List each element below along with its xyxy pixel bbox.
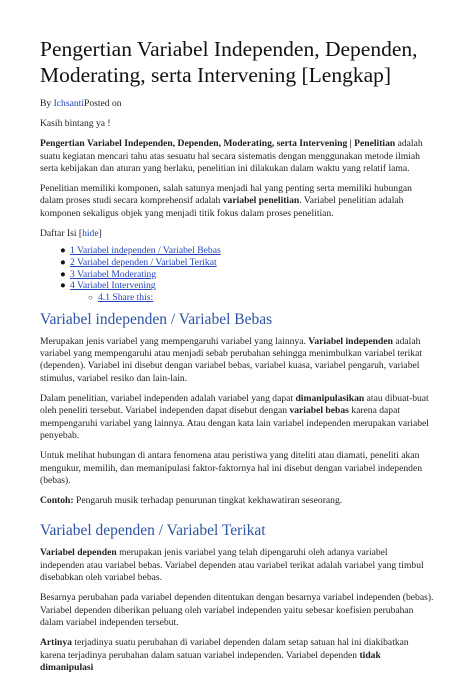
intro-paragraph-1 — [40, 138, 434, 175]
section1-example — [40, 495, 434, 507]
byline — [40, 98, 434, 109]
intro-text-b: . Variabel penelitian adalah komponen sekaligus objek yang menjadi titik fokus dalam proses penelitian. — [40, 195, 404, 219]
section-heading-dependen: Variabel dependen / Variabel Terikat — [40, 522, 266, 540]
intro-text-a: Penelitian memiliki komponen, salah satunya menjadi hal yang penting serta memiliki hubungan dalam proses studi secara komprehensif adalah — [40, 183, 412, 207]
toc-link-1[interactable]: 1 Variabel independen / Variabel Bebas — [70, 245, 221, 257]
s1p2-text-c: karena dapat mempengaruhi variabel yang lainnya. Atau dengan kata lain variabel independen merupakan variabel penyebab. — [40, 405, 429, 441]
s1p2-text-b: atau dibuat-buat oleh peneliti tersebut. Variabel independen dapat disebut dengan — [40, 393, 429, 417]
author-link[interactable]: Ichsanti — [53, 98, 84, 109]
section1-paragraph-1 — [40, 336, 434, 385]
s1p2-bold-1: dimanipulasikan — [295, 393, 365, 405]
section1-paragraph-3: Untuk melihat hubungan di antara fenomena atau peristiwa yang diteliti atau diamati, peneliti akan mengukur, memilih, dan memanipulasi faktor-faktornya hal ini disebut dengan variabel independen (bebas). — [40, 450, 422, 486]
byline-posted: Posted on — [83, 98, 122, 109]
greeting: Kasih bintang ya ! — [40, 118, 111, 129]
s2p3-text: terjadinya suatu perubahan di variabel dependen dalam setap satuan hal ini diakibatkan karena terjadinya perubahan dalam satuan variabel independen. Variabel dependen — [40, 637, 409, 661]
toc-header — [40, 228, 434, 240]
toc-hide-link[interactable]: hide — [82, 228, 99, 240]
page-title: Pengertian Variabel Independen, Dependen, Moderating, serta Intervening [Lengkap] — [40, 37, 418, 87]
circle-bullet-icon: ○ — [88, 293, 93, 303]
toc-item — [60, 280, 434, 303]
intro-text: adalah suatu kegiatan mencari tahu atas sesuatu hal secara sistematis dengan menggunakan metode ilmiah serta kebijakan dan aturan yang berlaku, penelitian ini dilakukan dalam waktu yang relatif lama. — [40, 138, 423, 174]
section2-paragraph-2: Besarnya perubahan pada variabel dependen ditentukan dengan besarnya variabel independen (bebas). Variabel dependen diberikan peluang oleh variabel independen yaitu sebesar koefisien perubahan dalam variabel independen tersebut. — [40, 592, 434, 628]
example-label: Contoh: — [40, 495, 74, 507]
intro-paragraph-2 — [40, 183, 434, 220]
byline-by: By — [40, 98, 52, 109]
bullet-icon: ● — [60, 245, 66, 257]
toc-item — [60, 245, 434, 257]
bullet-icon: ● — [60, 268, 66, 280]
toc-link-3[interactable]: 3 Variabel Moderating — [70, 268, 157, 280]
section1-paragraph-2 — [40, 393, 434, 442]
s1-text-a: Merupakan jenis variabel yang mempengaruhi variabel yang lainnya. — [40, 335, 309, 347]
s1-bold-term: Variabel independen — [308, 335, 393, 347]
bullet-icon: ● — [60, 257, 66, 269]
s2-text: merupakan jenis variabel yang telah dipengaruhi oleh adanya variabel independen atau variabel bebas. Variabel dependen atau variabel terikat adalah variabel yang timbul disebabkan oleh variabel bebas. — [40, 547, 424, 584]
toc-label: Daftar Isi [ — [40, 228, 83, 240]
s1p2-text-a: Dalam penelitian, variabel independen adalah variabel yang dapat — [40, 393, 296, 405]
s1p2-bold-2: variabel bebas — [289, 405, 349, 417]
s2p3-bold-2: tidak dimanipulasi — [40, 649, 381, 673]
section2-paragraph-3 — [40, 637, 434, 674]
toc-sublist — [70, 292, 434, 304]
toc-subitem — [88, 292, 434, 304]
section-heading-independen: Variabel independen / Variabel Bebas — [40, 310, 273, 328]
s1-text-b: adalah variabel yang mempengaruhi atau menjadi sebab perubahan sehingga menimbulkan variabel terikat (dependen). Variabel ini disebut dengan variabel bebas, variabel kuasa, variabel pengaruh, variabel stimulus, variabel resiko dan lain-lain. — [40, 335, 423, 384]
toc-link-2[interactable]: 2 Variabel dependen / Variabel Terikat — [70, 257, 217, 269]
section2-paragraph-1 — [40, 547, 434, 584]
table-of-contents — [40, 245, 434, 304]
toc-link-4[interactable]: 4 Variabel Intervening — [70, 280, 156, 292]
toc-bracket: ] — [98, 228, 102, 240]
toc-link-4-1[interactable]: 4.1 Share this: — [98, 292, 154, 304]
intro-bold-title: Pengertian Variabel Independen, Dependen, Moderating, serta Intervening | Penelitian — [40, 138, 396, 150]
s2-bold-term: Variabel dependen — [40, 547, 117, 559]
intro-bold-term: variabel penelitian — [222, 195, 300, 207]
example-text: Pengaruh musik terhadap penurunan tingkat kekhawatiran seseorang. — [73, 495, 343, 507]
s2p3-bold: Artinya — [40, 637, 72, 649]
toc-item — [60, 257, 434, 269]
toc-item — [60, 269, 434, 281]
bullet-icon: ● — [60, 280, 66, 292]
